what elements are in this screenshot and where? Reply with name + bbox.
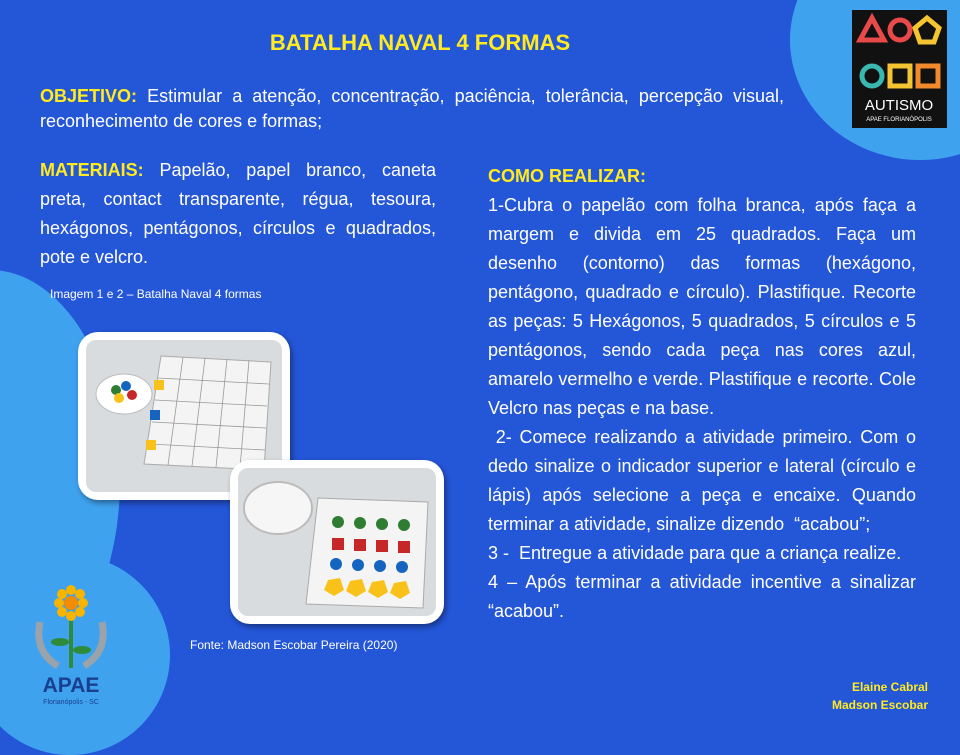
photo-game-board-2	[230, 460, 444, 624]
objective-label: OBJETIVO:	[40, 86, 138, 106]
materials-label: MATERIAIS:	[40, 160, 144, 180]
authors	[832, 678, 928, 714]
autismo-logo-shapes	[852, 10, 947, 128]
game-board-image-2	[238, 468, 436, 616]
how-to-step-3: 3 - Entregue a atividade para que a criança realize.	[488, 543, 902, 563]
apae-logo	[14, 572, 128, 708]
apae-logo-flower	[14, 572, 128, 708]
autismo-logo	[852, 10, 947, 128]
author-2: Madson Escobar	[831, 698, 928, 712]
autismo-logo-text: AUTISMO	[864, 97, 934, 114]
apae-logo-text: APAE	[42, 674, 100, 697]
materials-paragraph	[40, 156, 436, 272]
objective-text: Estimular a atenção, concentração, paciência, tolerância, percepção visual, reconhecimento de cores e formas;	[40, 86, 784, 131]
how-to-step-2: 2- Comece realizando a atividade primeiro. Com o dedo sinalize o indicador superior e lateral (círculo e lápis) após selecione a peça e encaixe. Quando terminar a atividade, sinalize dizendo “acabou”;	[488, 427, 922, 534]
author-1: Elaine Cabral	[851, 680, 928, 694]
how-to-section	[488, 162, 922, 626]
apae-logo-subtext: Florianópolis - SC	[43, 699, 99, 706]
image-caption: Imagem 1 e 2 – Batalha Naval 4 formas	[50, 287, 262, 301]
how-to-heading: COMO REALIZAR:	[488, 166, 646, 186]
autismo-logo-subtext: APAE FLORIANÓPOLIS	[866, 117, 932, 123]
materials-text: Papelão, papel branco, caneta preta, contact transparente, régua, tesoura, hexágonos, pentágonos, círculos e quadrados, pote e velcro.	[40, 160, 436, 267]
image-source: Fonte: Madson Escobar Pereira (2020)	[190, 638, 398, 652]
page-title: BATALHA NAVAL 4 FORMAS	[269, 30, 571, 55]
how-to-step-4: 4 – Após terminar a atividade incentive a sinalizar “acabou”.	[488, 572, 916, 621]
how-to-step-1: 1-Cubra o papelão com folha branca, após faça a margem e divida em 25 quadrados. Faça um desenho (contorno) das formas (hexágono, pentágono, quadrado e círculo). Plastifique. Recorte as peças: 5 Hexágonos, 5 quadrados, 5 círculos e 5 pentágonos, sendo cada peça nas cores azul, amarelo vermelho e verde. Plastifique e recorte. Cole Velcro nas peças e na base.	[488, 195, 916, 418]
objective-paragraph	[40, 84, 784, 134]
